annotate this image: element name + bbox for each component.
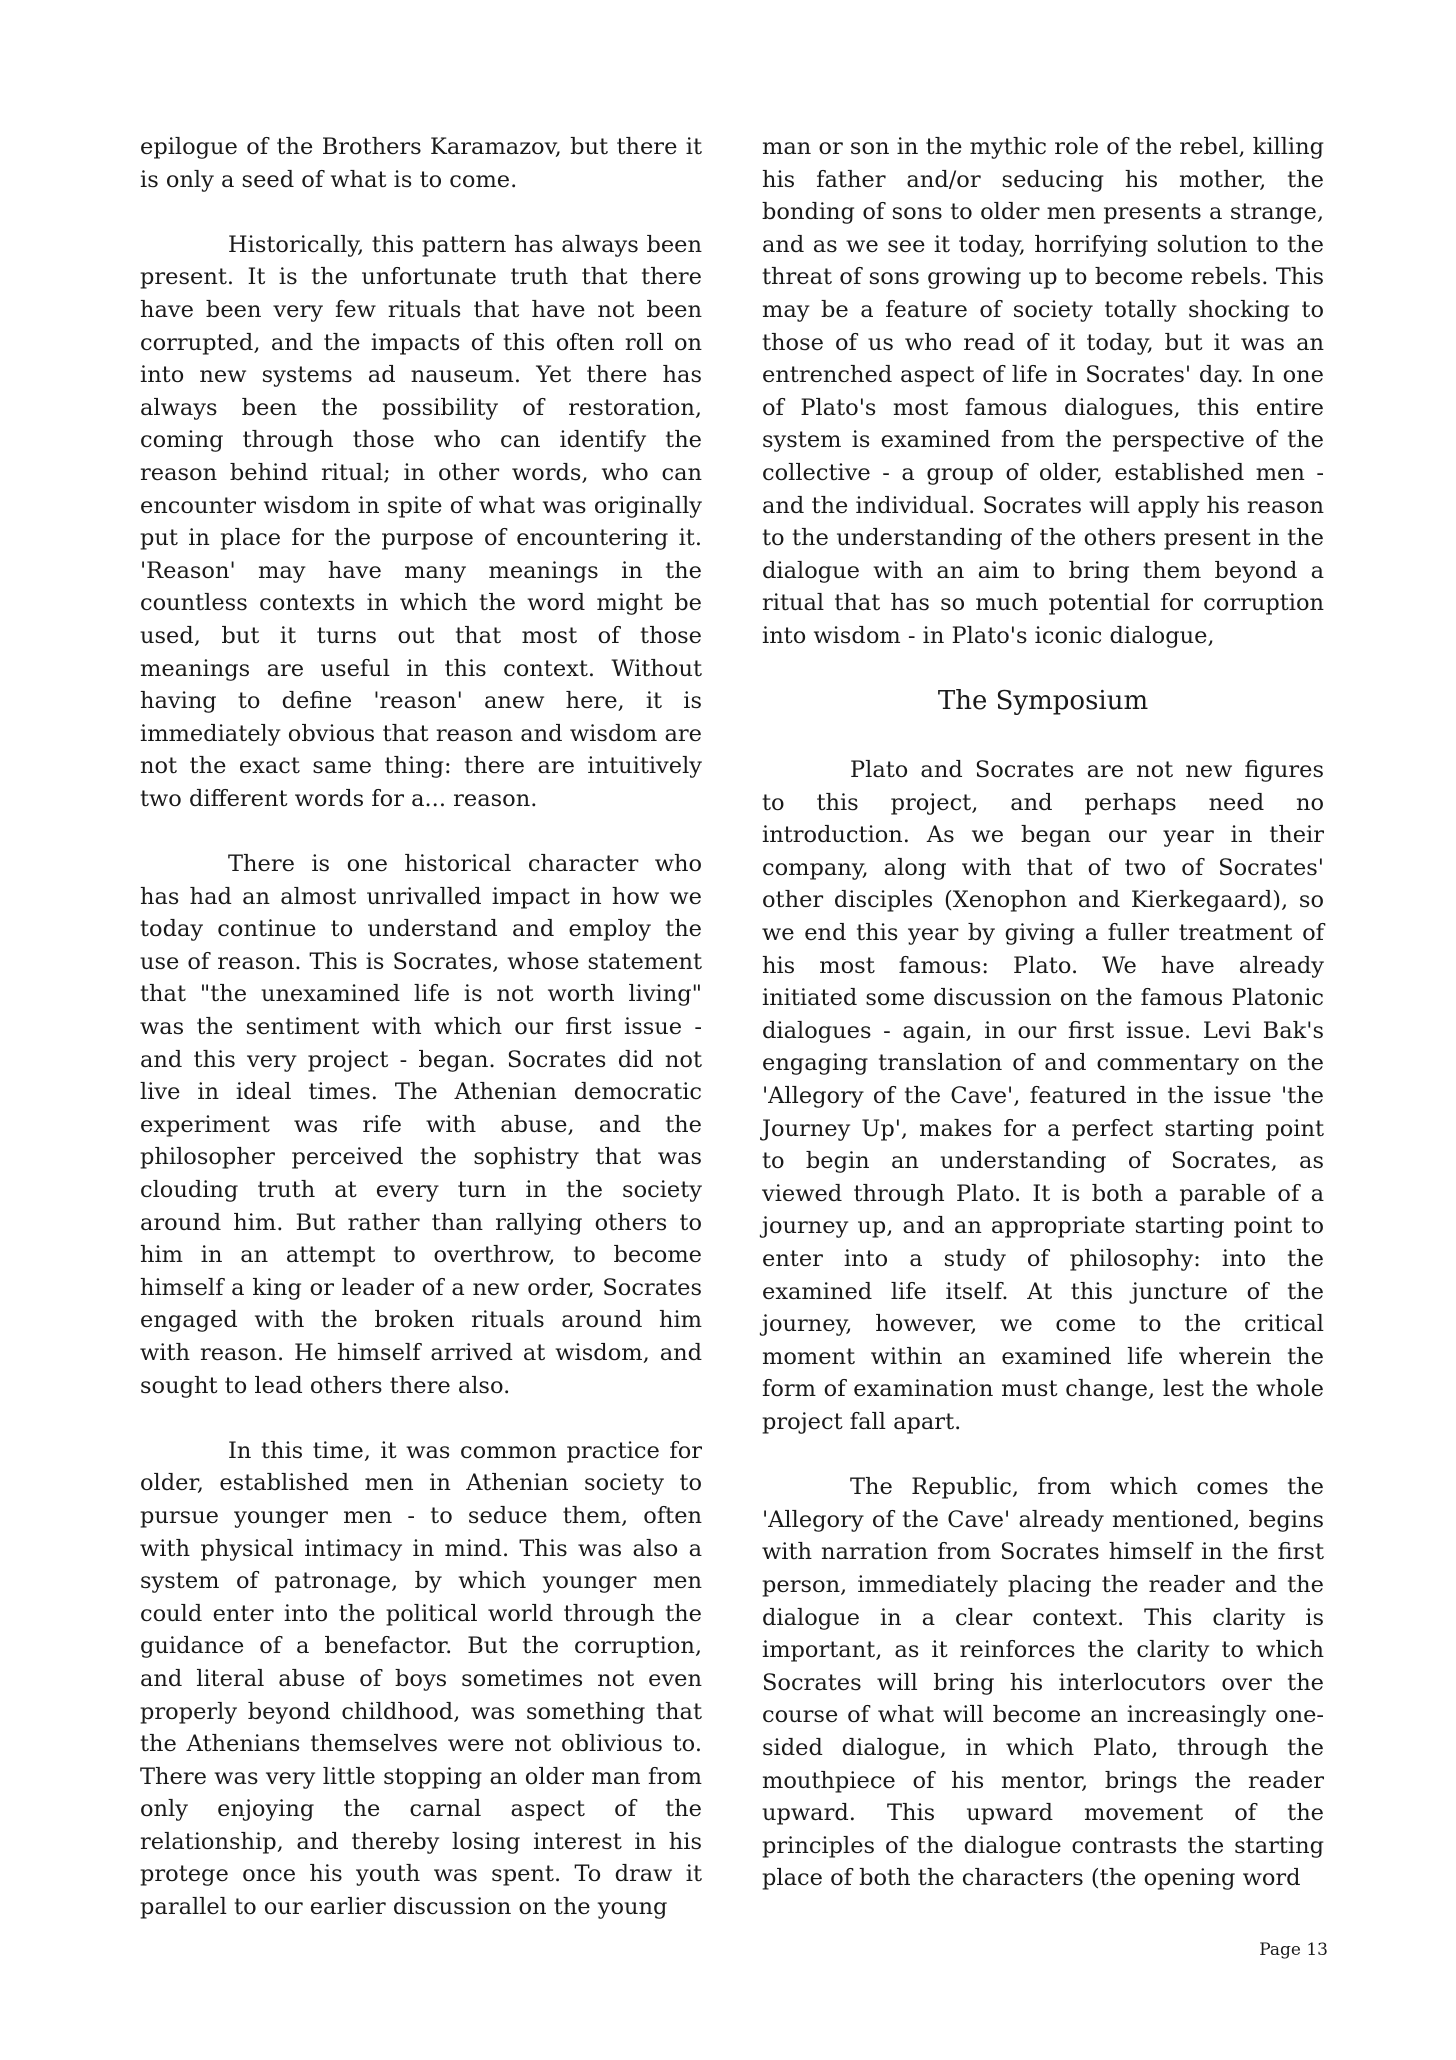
- right-column: [762, 131, 1324, 1927]
- section-heading: The Symposium: [937, 686, 1149, 717]
- paragraph-historically: Historically, this pattern has always been present. It is the unfortunate truth that there have been very few rituals that have not been corrupted, and the impacts of this often roll on into new systems ad nauseum. Yet there has always been the possibility of restoration, coming through those who can identify the reason behind ritual; in other words, who can encounter wisdom in spite of what was originally put in place for the purpose of encountering it. 'Reason' may have many meanings in the countless contexts in which the word might be used, but it turns out that most of those meanings are useful in this context. Without having to define 'reason' anew here, it is immediately obvious that reason and wisdom are not the exact same thing: there are intuitively two different words for a... reason.: [140, 231, 702, 812]
- left-column: [140, 131, 702, 1956]
- paragraph-continuation: epilogue of the Brothers Karamazov, but there it is only a seed of what is to come.: [140, 134, 702, 193]
- paragraph-rebel-continuation: man or son in the mythic role of the rebel, killing his father and/or seducing his mother, the bonding of sons to older men presents a strange, and as we see it today, horrifying solution to the threat of sons growing up to become rebels. This may be a feature of society totally shocking to those of us who read of it today, but it was an entrenched aspect of life in Socrates' day. In one of Plato's most famous dialogues, this entire system is examined from the perspective of the collective - a group of older, established men - and the individual. Socrates will apply his reason to the understanding of the others present in the dialogue with an aim to bring them beyond a ritual that has so much potential for corruption into wisdom - in Plato's iconic dialogue,: [762, 134, 1324, 649]
- paragraph-athenian-practice: In this time, it was common practice for older, established men in Athenian society to pursue younger men - to seduce them, often with physical intimacy in mind. This was also a system of patronage, by which younger men could enter into the political world through the guidance of a benefactor. But the corruption, and literal abuse of boys sometimes not even properly beyond childhood, was something that the Athenians themselves were not oblivious to. There was very little stopping an older man from only enjoying the carnal aspect of the relationship, and thereby losing interest in his protege once his youth was spent. To draw it parallel to our earlier discussion on the young: [140, 1437, 702, 1921]
- page-number: Page 13: [1259, 1940, 1328, 1960]
- paragraph-plato-socrates: Plato and Socrates are not new figures to this project, and perhaps need no introduction. As we began our year in their company, along with that of two of Socrates' other disciples (Xenophon and Kierkegaard), so we end this year by giving a fuller treatment of his most famous: Plato. We have already initiated some discussion on the famous Platonic dialogues - again, in our first issue. Levi Bak's engaging translation of and commentary on the 'Allegory of the Cave', featured in the issue 'the Journey Up', makes for a perfect starting point to begin an understanding of Socrates, as viewed through Plato. It is both a parable of a journey up, and an appropriate starting point to enter into a study of philosophy: into the examined life itself. At this juncture of the journey, however, we come to the critical moment within an examined life wherein the form of examination must change, lest the whole project fall apart.: [762, 757, 1324, 1435]
- paragraph-republic: The Republic, from which comes the 'Allegory of the Cave' already mentioned, begins with narration from Socrates himself in the first person, immediately placing the reader and the dialogue in a clear context. This clarity is important, as it reinforces the clarity to which Socrates will bring his interlocutors over the course of what will become an increasingly one-sided dialogue, in which Plato, through the mouthpiece of his mentor, brings the reader upward. This upward movement of the principles of the dialogue contrasts the starting place of both the characters (the opening word: [762, 1474, 1324, 1892]
- paragraph-socrates: There is one historical character who has had an almost unrivalled impact in how we today continue to understand and employ the use of reason. This is Socrates, whose statement that "the unexamined life is not worth living" was the sentiment with which our first issue - and this very project - began. Socrates did not live in ideal times. The Athenian democratic experiment was rife with abuse, and the philosopher perceived the sophistry that was clouding truth at every turn in the society around him. But rather than rallying others to him in an attempt to overthrow, to become himself a king or leader of a new order, Socrates engaged with the broken rituals around him with reason. He himself arrived at wisdom, and sought to lead others there also.: [140, 851, 702, 1399]
